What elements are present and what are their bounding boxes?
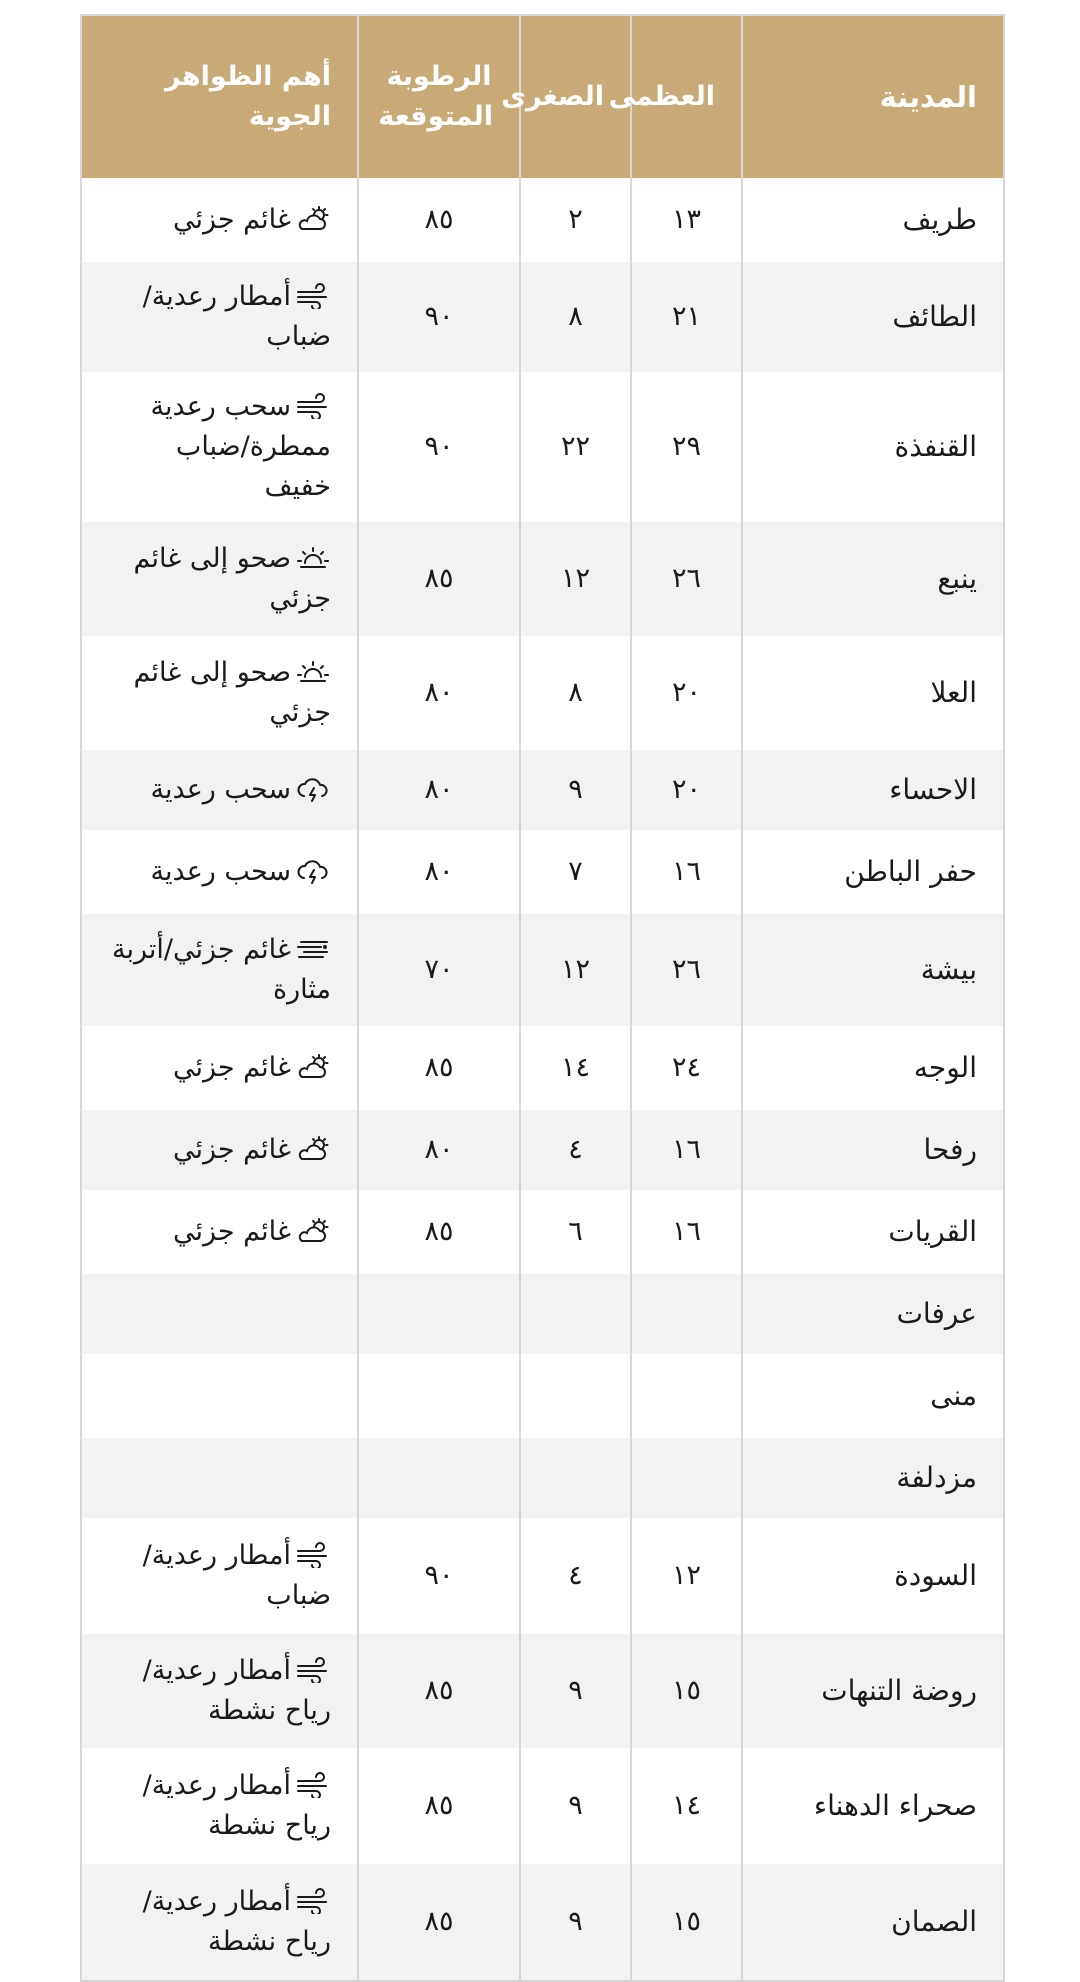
city-cell	[742, 1274, 1004, 1354]
city-cell-text: روضة التنهات	[821, 1674, 977, 1707]
max-temp-cell	[631, 372, 742, 522]
humidity-cell	[358, 522, 520, 636]
humidity-cell-text: ٩٠	[424, 301, 454, 332]
city-cell-text: رفحا	[923, 1133, 977, 1166]
table-header-row	[81, 15, 1004, 178]
phenomena-cell	[81, 262, 358, 372]
phenomena-cell-text: غائم جزئي	[172, 1052, 291, 1083]
humidity-cell	[358, 1748, 520, 1864]
header-city: المدينة	[742, 15, 1004, 178]
humidity-cell-text: ٨٥	[424, 1790, 454, 1821]
min-temp-cell	[520, 1634, 631, 1748]
max-temp-cell	[631, 262, 742, 372]
phenomena-cell-text: أمطار رعدية/رياح نشطة	[142, 1886, 331, 1957]
min-temp-cell-text: ٦	[568, 1216, 583, 1247]
phenomena-cell	[81, 830, 358, 914]
city-cell-text: مزدلفة	[896, 1461, 977, 1494]
humidity-cell	[358, 178, 520, 262]
city-cell-text: صحراء الدهناء	[813, 1789, 977, 1822]
min-temp-cell-text: ١٤	[560, 1052, 590, 1083]
city-cell	[742, 1518, 1004, 1634]
min-temp-cell	[520, 1110, 631, 1190]
table-row	[81, 1438, 1004, 1518]
humidity-cell	[358, 1190, 520, 1274]
city-cell-text: بيشة	[920, 953, 977, 986]
city-cell	[742, 1026, 1004, 1110]
min-temp-cell-text: ٩	[568, 1790, 583, 1821]
min-temp-cell-text: ٢٢	[560, 431, 590, 462]
city-cell	[742, 522, 1004, 636]
phenomena-cell-text: غائم جزئي	[172, 204, 291, 235]
humidity-cell-text: ٧٠	[424, 954, 454, 985]
phenomena-cell-text: أمطار رعدية/ضباب	[142, 281, 331, 352]
humidity-cell	[358, 1354, 520, 1438]
humidity-cell-text: ٨٥	[424, 204, 454, 235]
weather-table-container	[80, 14, 1003, 1982]
max-temp-cell	[631, 1190, 742, 1274]
max-temp-cell-text: ١٣	[671, 204, 701, 235]
min-temp-cell	[520, 750, 631, 830]
phenomena-cell	[81, 914, 358, 1026]
humidity-cell-text: ٨٥	[424, 563, 454, 594]
city-cell-text: الوجه	[913, 1051, 977, 1084]
city-cell-text: القنفذة	[894, 430, 977, 463]
humidity-cell	[358, 636, 520, 750]
city-cell-text: حفر الباطن	[844, 855, 977, 888]
min-temp-cell	[520, 178, 631, 262]
dust-icon	[295, 936, 331, 962]
min-temp-cell-text: ٩	[568, 1906, 583, 1937]
min-temp-cell	[520, 262, 631, 372]
phenomena-cell	[81, 1190, 358, 1274]
min-temp-cell-text: ٩	[568, 774, 583, 805]
min-temp-cell	[520, 830, 631, 914]
humidity-cell-text: ٨٠	[424, 856, 454, 887]
max-temp-cell	[631, 914, 742, 1026]
phenomena-cell-text: سحب رعدية	[150, 856, 291, 887]
min-temp-cell	[520, 372, 631, 522]
city-cell	[742, 750, 1004, 830]
partly-cloudy-icon	[295, 1218, 331, 1244]
humidity-cell-text: ٨٥	[424, 1216, 454, 1247]
city-cell	[742, 1438, 1004, 1518]
city-cell	[742, 830, 1004, 914]
max-temp-cell-text: ٢٦	[671, 954, 701, 985]
phenomena-cell-text: غائم جزئي	[172, 1216, 291, 1247]
table-row	[81, 1110, 1004, 1190]
min-temp-cell	[520, 1438, 631, 1518]
city-cell	[742, 1354, 1004, 1438]
wind-icon	[295, 1888, 331, 1914]
partly-cloudy-icon	[295, 1054, 331, 1080]
max-temp-cell-text: ٢١	[671, 301, 701, 332]
humidity-cell	[358, 1438, 520, 1518]
max-temp-cell	[631, 1110, 742, 1190]
humidity-cell-text: ٨٠	[424, 677, 454, 708]
phenomena-cell-text: صحو إلى غائم جزئي	[133, 543, 331, 614]
max-temp-cell-text: ٢٠	[671, 677, 701, 708]
header-min: الصغرى	[520, 15, 631, 178]
city-cell-text: منى	[930, 1379, 977, 1412]
phenomena-cell-text: سحب رعدية ممطرة/ضباب خفيف	[150, 391, 331, 502]
city-cell	[742, 262, 1004, 372]
max-temp-cell-text: ١٤	[671, 1790, 701, 1821]
humidity-cell	[358, 1634, 520, 1748]
phenomena-cell-text: سحب رعدية	[150, 774, 291, 805]
min-temp-cell	[520, 636, 631, 750]
max-temp-cell-text: ١٢	[671, 1560, 701, 1591]
city-cell-text: السودة	[894, 1559, 977, 1592]
max-temp-cell	[631, 750, 742, 830]
partly-cloudy-icon	[295, 206, 331, 232]
table-row	[81, 830, 1004, 914]
humidity-cell-text: ٨٠	[424, 774, 454, 805]
phenomena-cell-text: أمطار رعدية/رياح نشطة	[142, 1655, 331, 1726]
phenomena-cell-text: غائم جزئي	[172, 1134, 291, 1165]
max-temp-cell-text: ١٦	[671, 1134, 701, 1165]
min-temp-cell-text: ٧	[568, 856, 583, 887]
max-temp-cell-text: ١٥	[671, 1675, 701, 1706]
table-row	[81, 1518, 1004, 1634]
humidity-cell-text: ٩٠	[424, 431, 454, 462]
max-temp-cell	[631, 1634, 742, 1748]
max-temp-cell-text: ١٦	[671, 1216, 701, 1247]
humidity-cell	[358, 262, 520, 372]
max-temp-cell-text: ٢٠	[671, 774, 701, 805]
city-cell-text: العلا	[930, 676, 977, 709]
phenomena-cell-text: أمطار رعدية/رياح نشطة	[142, 1770, 331, 1841]
city-cell	[742, 914, 1004, 1026]
humidity-cell-text: ٨٥	[424, 1675, 454, 1706]
table-row	[81, 262, 1004, 372]
max-temp-cell-text: ١٥	[671, 1906, 701, 1937]
phenomena-cell	[81, 1518, 358, 1634]
max-temp-cell	[631, 1274, 742, 1354]
phenomena-cell	[81, 372, 358, 522]
city-cell-text: طريف	[902, 203, 977, 236]
wind-icon	[295, 1772, 331, 1798]
phenomena-cell	[81, 178, 358, 262]
phenomena-cell	[81, 1748, 358, 1864]
city-cell	[742, 636, 1004, 750]
table-row	[81, 636, 1004, 750]
city-cell	[742, 1190, 1004, 1274]
table-row	[81, 1354, 1004, 1438]
humidity-cell	[358, 830, 520, 914]
min-temp-cell	[520, 1274, 631, 1354]
city-cell-text: عرفات	[896, 1297, 977, 1330]
max-temp-cell-text: ٢٩	[671, 431, 701, 462]
table-row	[81, 914, 1004, 1026]
phenomena-cell-text: صحو إلى غائم جزئي	[133, 657, 331, 728]
table-row	[81, 1026, 1004, 1110]
city-cell-text: ينبع	[937, 562, 977, 595]
min-temp-cell	[520, 1354, 631, 1438]
min-temp-cell	[520, 522, 631, 636]
humidity-cell	[358, 750, 520, 830]
max-temp-cell	[631, 1026, 742, 1110]
min-temp-cell	[520, 1748, 631, 1864]
thunderstorm-icon	[295, 858, 331, 884]
city-cell-text: القريات	[888, 1215, 977, 1248]
weather-table	[80, 14, 1005, 1982]
table-row	[81, 178, 1004, 262]
max-temp-cell	[631, 522, 742, 636]
min-temp-cell-text: ٨	[568, 677, 583, 708]
city-cell	[742, 178, 1004, 262]
humidity-cell-text: ٨٥	[424, 1052, 454, 1083]
phenomena-cell	[81, 1274, 358, 1354]
phenomena-cell	[81, 1438, 358, 1518]
table-row	[81, 1634, 1004, 1748]
humidity-cell	[358, 1518, 520, 1634]
table-row	[81, 522, 1004, 636]
table-row	[81, 1748, 1004, 1864]
max-temp-cell	[631, 178, 742, 262]
city-cell-text: الصمان	[891, 1905, 977, 1938]
max-temp-cell-text: ٢٦	[671, 563, 701, 594]
humidity-cell	[358, 914, 520, 1026]
phenomena-cell	[81, 1110, 358, 1190]
city-cell	[742, 1748, 1004, 1864]
thunderstorm-icon	[295, 776, 331, 802]
city-cell-text: الطائف	[892, 300, 977, 333]
phenomena-cell	[81, 522, 358, 636]
humidity-cell	[358, 1274, 520, 1354]
table-row	[81, 1274, 1004, 1354]
humidity-cell	[358, 1026, 520, 1110]
wind-icon	[295, 1657, 331, 1683]
city-cell	[742, 1634, 1004, 1748]
max-temp-cell	[631, 830, 742, 914]
phenomena-cell	[81, 1026, 358, 1110]
table-row	[81, 1190, 1004, 1274]
phenomena-cell	[81, 1354, 358, 1438]
header-phenomena: أهم الظواهر الجوية	[81, 15, 358, 178]
wind-icon	[295, 1542, 331, 1568]
max-temp-cell-text: ٢٤	[671, 1052, 701, 1083]
min-temp-cell-text: ٢	[568, 204, 583, 235]
header-max: العظمى	[631, 15, 742, 178]
wind-icon	[295, 283, 331, 309]
phenomena-cell-text: أمطار رعدية/ضباب	[142, 1540, 331, 1611]
min-temp-cell-text: ٤	[568, 1560, 583, 1591]
min-temp-cell-text: ١٢	[560, 954, 590, 985]
phenomena-cell	[81, 1634, 358, 1748]
max-temp-cell	[631, 1354, 742, 1438]
max-temp-cell	[631, 1518, 742, 1634]
sunny-icon	[295, 545, 331, 571]
city-cell-text: الاحساء	[889, 773, 977, 806]
min-temp-cell	[520, 1518, 631, 1634]
min-temp-cell	[520, 1190, 631, 1274]
city-cell	[742, 1110, 1004, 1190]
phenomena-cell	[81, 636, 358, 750]
max-temp-cell	[631, 636, 742, 750]
min-temp-cell-text: ٩	[568, 1675, 583, 1706]
min-temp-cell-text: ٨	[568, 301, 583, 332]
partly-cloudy-icon	[295, 1136, 331, 1162]
min-temp-cell	[520, 914, 631, 1026]
humidity-cell	[358, 372, 520, 522]
wind-icon	[295, 393, 331, 419]
city-cell	[742, 372, 1004, 522]
header-humidity: الرطوبة المتوقعة	[358, 15, 520, 178]
phenomena-cell-text: غائم جزئي/أتربة مثارة	[111, 934, 331, 1005]
min-temp-cell	[520, 1026, 631, 1110]
max-temp-cell	[631, 1438, 742, 1518]
table-row	[81, 372, 1004, 522]
max-temp-cell	[631, 1748, 742, 1864]
humidity-cell-text: ٨٠	[424, 1134, 454, 1165]
humidity-cell	[358, 1110, 520, 1190]
phenomena-cell	[81, 750, 358, 830]
humidity-cell-text: ٨٥	[424, 1906, 454, 1937]
table-row	[81, 750, 1004, 830]
min-temp-cell-text: ٤	[568, 1134, 583, 1165]
humidity-cell-text: ٩٠	[424, 1560, 454, 1591]
max-temp-cell-text: ١٦	[671, 856, 701, 887]
min-temp-cell-text: ١٢	[560, 563, 590, 594]
sunny-icon	[295, 659, 331, 685]
